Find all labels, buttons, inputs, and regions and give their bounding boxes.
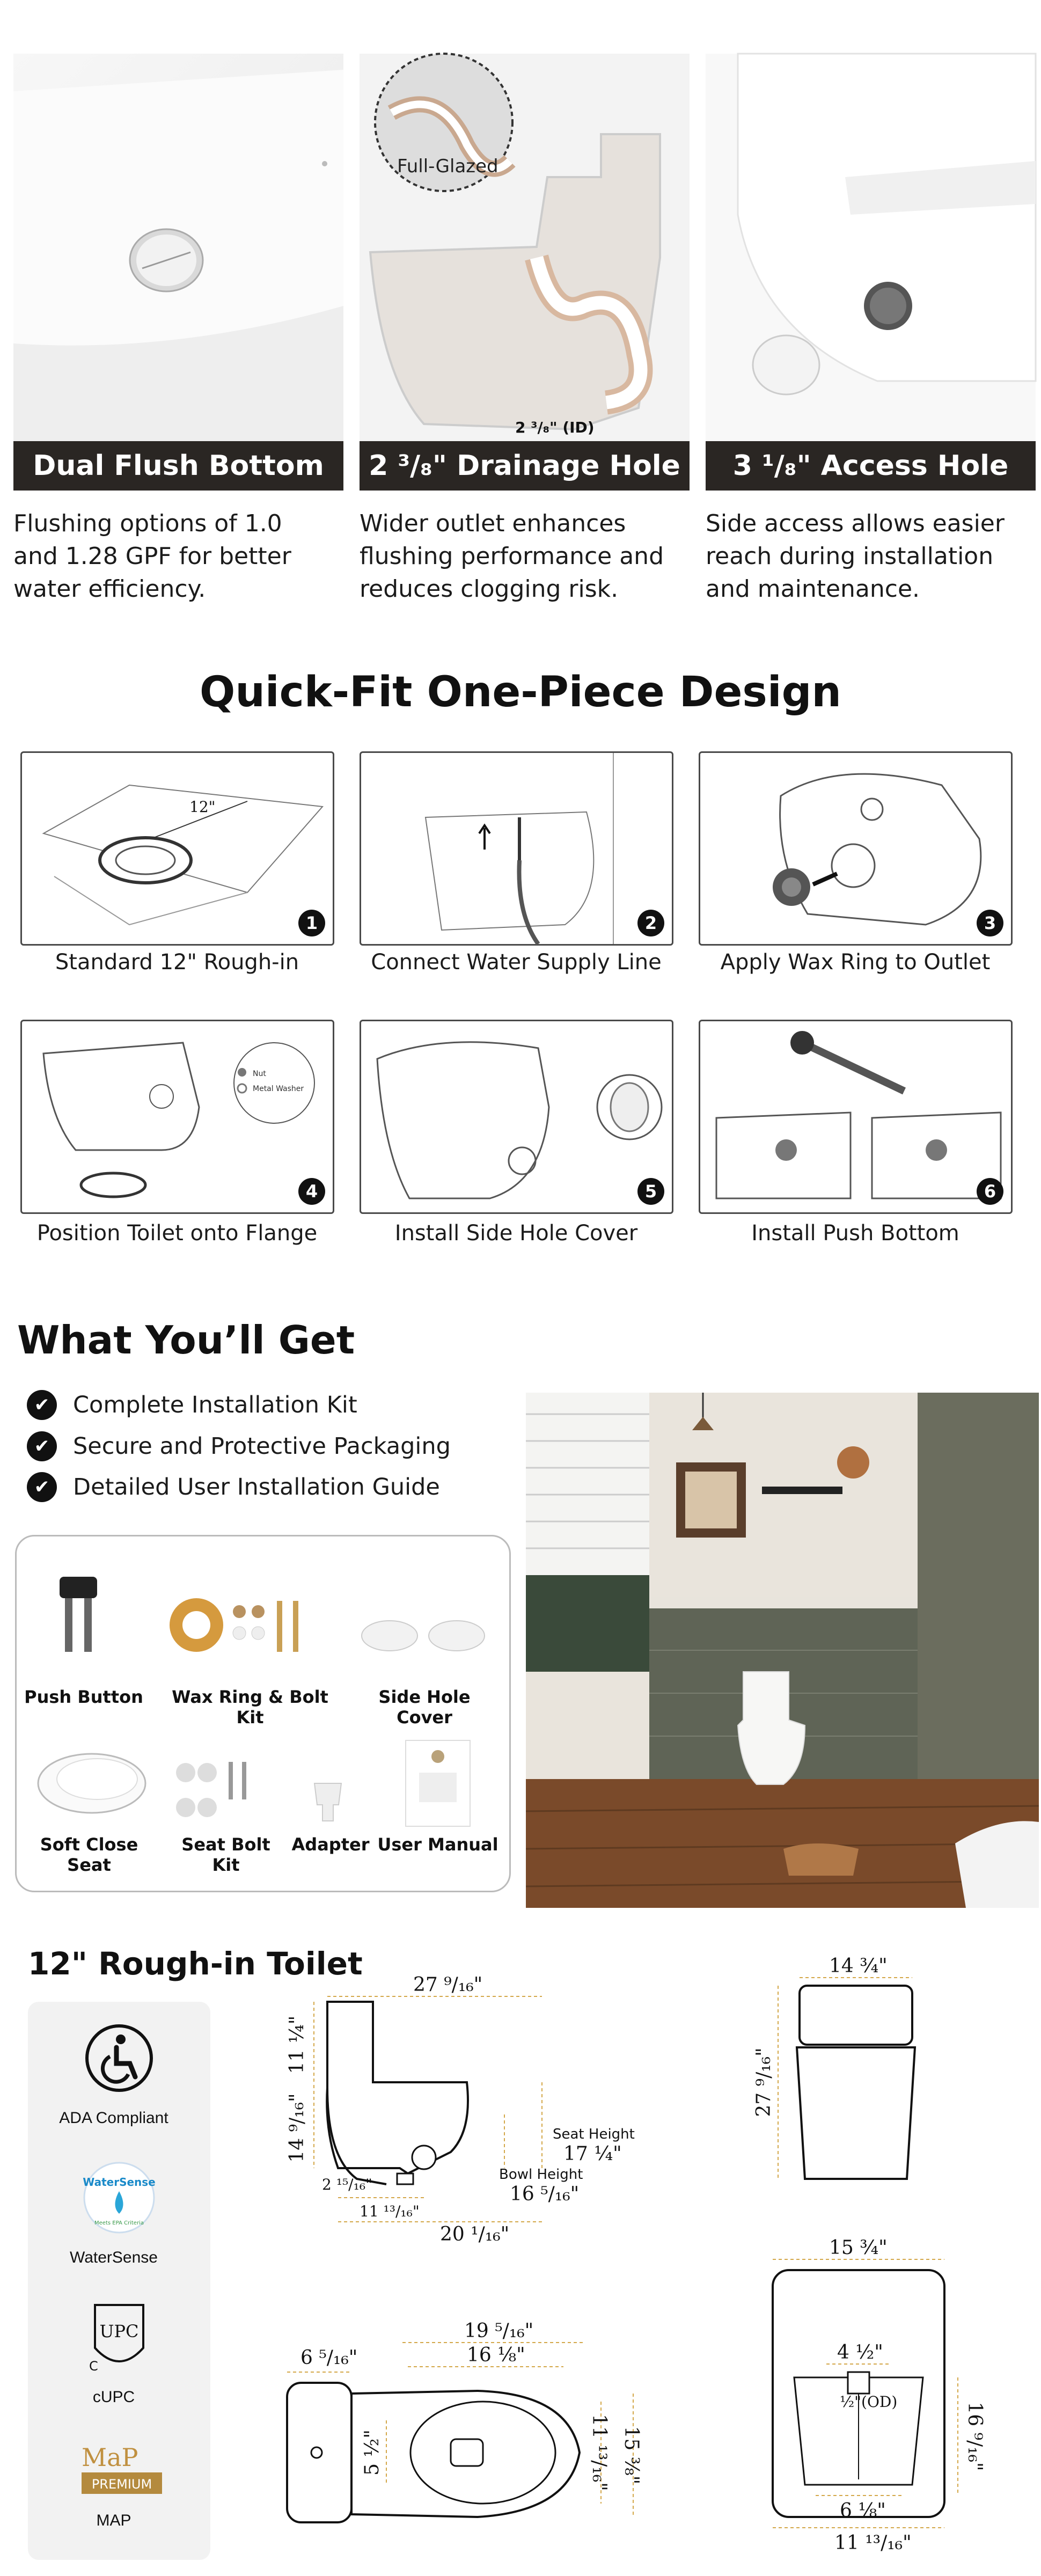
checklist-label: Detailed User Installation Guide xyxy=(73,1474,440,1501)
drainage-cutaway-photo xyxy=(360,54,690,443)
dim-bowl-height: 16 ⁵/₁₆" xyxy=(510,2183,580,2205)
feature-desc-drainage-hole xyxy=(360,507,676,605)
full-glazed-callout: Full-Glazed xyxy=(397,156,498,177)
wheelchair-icon xyxy=(84,2023,154,2093)
dim-rough: 11 ¹³/₁₆" xyxy=(360,2202,420,2220)
side-cover-diagram xyxy=(361,1021,672,1212)
feature-title-access-hole: 3 ¹/₈" Access Hole xyxy=(706,441,1036,491)
checklist-label: Complete Installation Kit xyxy=(73,1392,357,1418)
install-step-2 xyxy=(360,751,673,946)
drainage-id-label: 2 ³/₈" (ID) xyxy=(515,419,595,436)
desc-line: Flushing options of 1.0 xyxy=(13,510,282,537)
dual-flush-photo xyxy=(13,54,343,443)
dim-seat-height: 17 ¼" xyxy=(563,2143,622,2165)
toilet-cutaway-illustration xyxy=(360,54,690,443)
kit-label: Wax Ring & Bolt Kit xyxy=(172,1687,328,1728)
dim-length: 27 ⁹/₁₆" xyxy=(413,1974,483,1996)
step-label-1: Standard 12" Rough-in xyxy=(55,950,299,975)
dim-top-hole: 5 ½" xyxy=(361,2429,383,2476)
dim-top-width: 15 ⅜" xyxy=(620,2426,642,2485)
dim-bottom-top: 15 ¾" xyxy=(829,2237,888,2259)
cert-label-ada: ADA Compliant xyxy=(59,2109,168,2127)
side-view-diagram xyxy=(252,1953,671,2286)
step-number: 4 xyxy=(298,1178,325,1205)
kit-label: Soft Close Seat xyxy=(40,1834,138,1875)
adapter-icon xyxy=(309,1778,347,1826)
dim-flange: 2 ¹⁵/₁₆" xyxy=(322,2176,372,2193)
bathroom-scene xyxy=(526,1393,1039,1908)
step-label-3: Apply Wax Ring to Outlet xyxy=(720,950,991,975)
side-hole-cover-icon xyxy=(360,1617,489,1655)
checklist-item xyxy=(27,1431,451,1461)
dim-base: 20 ¹/₁₆" xyxy=(440,2223,510,2245)
upc-text: UPC xyxy=(99,2321,139,2341)
watersense-badge-text: WaterSense xyxy=(83,2176,156,2189)
install-step-5 xyxy=(360,1020,673,1214)
rough-in-diagram xyxy=(22,753,333,944)
push-button-diagram xyxy=(700,1021,1011,1212)
seat-height-label: Seat Height xyxy=(553,2126,635,2142)
step-number: 3 xyxy=(977,910,1003,936)
install-step-3 xyxy=(699,751,1013,946)
push-button-icon xyxy=(49,1574,108,1655)
step-label-6: Install Push Bottom xyxy=(751,1221,959,1246)
dim-bottom-inlet: 4 ½" xyxy=(837,2341,883,2363)
cert-label-map: MAP xyxy=(96,2512,131,2529)
map-premium-text: PREMIUM xyxy=(91,2477,152,2492)
upc-c-text: C xyxy=(89,2359,98,2374)
cert-panel xyxy=(28,2002,210,2560)
feature-desc-dual-flush xyxy=(13,507,330,605)
install-step-6 xyxy=(699,1020,1013,1214)
desc-line: Side access allows easier xyxy=(706,510,1005,537)
dim-bottom-base: 11 ¹³/₁₆" xyxy=(834,2532,912,2554)
bowl-height-label: Bowl Height xyxy=(499,2167,583,2183)
included-section-title: What You’ll Get xyxy=(17,1318,355,1363)
tank-lid-illustration xyxy=(13,54,343,443)
user-manual-icon xyxy=(403,1738,473,1829)
dim-tank: 11 ¼" xyxy=(286,2015,308,2074)
check-icon: ✔ xyxy=(27,1431,57,1461)
feature-title-drainage-hole: 2 ³/₈" Drainage Hole xyxy=(360,441,690,491)
map-logo-text: MaP xyxy=(82,2443,138,2472)
checklist-item xyxy=(27,1472,440,1502)
step-label-4: Position Toilet onto Flange xyxy=(36,1221,318,1246)
access-hole-photo xyxy=(706,54,1036,443)
step-label-2: Connect Water Supply Line xyxy=(371,950,662,975)
kit-label: Adapter xyxy=(291,1834,370,1855)
dim-top-bowl-len: 19 ⁵/₁₆" xyxy=(464,2320,534,2342)
seat-bolt-icon xyxy=(172,1759,263,1829)
dim-bottom-outlet: 6 ⅛" xyxy=(840,2500,886,2522)
rough-in-note: 12" xyxy=(189,798,216,816)
dim-bottom-od: ½"(OD) xyxy=(840,2393,898,2411)
position-toilet-diagram xyxy=(22,1021,333,1212)
kit-label: Push Button xyxy=(24,1687,143,1707)
watersense-sub-text: Meets EPA Criteria xyxy=(94,2220,144,2226)
check-icon: ✔ xyxy=(27,1390,57,1420)
install-step-1 xyxy=(20,751,334,946)
wax-ring-icon xyxy=(167,1596,317,1655)
step-number: 2 xyxy=(637,910,664,936)
toilet-side-illustration xyxy=(706,54,1036,443)
desc-line: and 1.28 GPF for better xyxy=(13,543,291,570)
dim-top-bowl-width: 11 ¹³/₁₆" xyxy=(588,2414,610,2491)
water-supply-diagram xyxy=(361,753,672,944)
kit-label: User Manual xyxy=(377,1834,498,1855)
step-number: 6 xyxy=(977,1178,1003,1205)
checklist-label: Secure and Protective Packaging xyxy=(73,1433,451,1460)
dim-top-tank: 6 ⁵/₁₆" xyxy=(300,2347,358,2369)
bottom-view-diagram xyxy=(751,2227,986,2571)
feature-title-dual-flush: Dual Flush Bottom xyxy=(13,441,343,491)
install-section-title: Quick-Fit One-Piece Design xyxy=(200,668,841,716)
check-icon: ✔ xyxy=(27,1472,57,1502)
nut-label: Nut xyxy=(253,1070,266,1078)
checklist-item xyxy=(27,1390,357,1420)
desc-line: water efficiency. xyxy=(13,575,206,603)
toilet-seat-icon xyxy=(33,1740,151,1816)
top-view-diagram xyxy=(263,2318,671,2565)
specs-section-title: 12" Rough-in Toilet xyxy=(28,1945,363,1982)
desc-line: reach during installation xyxy=(706,543,994,570)
step-number: 5 xyxy=(637,1178,664,1205)
kit-label: Seat Bolt Kit xyxy=(181,1834,270,1875)
bathroom-photo xyxy=(526,1393,1039,1908)
watersense-icon xyxy=(82,2160,157,2235)
dim-body: 14 ⁹/₁₆" xyxy=(286,2093,308,2163)
desc-line: Wider outlet enhances xyxy=(360,510,626,537)
desc-line: reduces clogging risk. xyxy=(360,575,619,603)
dim-bottom-depth: 16 ⁹/₁₆" xyxy=(964,2402,986,2471)
step-label-5: Install Side Hole Cover xyxy=(394,1221,638,1246)
dim-front-height: 27 ⁹/₁₆" xyxy=(753,2047,775,2117)
desc-line: flushing performance and xyxy=(360,543,664,570)
kit-label: Side Hole Cover xyxy=(378,1687,471,1728)
step-number: 1 xyxy=(298,910,325,936)
kit-panel xyxy=(15,1535,511,1892)
front-view-diagram xyxy=(751,1953,977,2222)
cupc-icon xyxy=(87,2300,151,2375)
desc-line: and maintenance. xyxy=(706,575,920,603)
cert-label-cupc: cUPC xyxy=(92,2388,135,2406)
dim-front-width: 14 ¾" xyxy=(829,1955,888,1977)
dim-top-seat-len: 16 ⅛" xyxy=(467,2344,525,2366)
feature-desc-access-hole xyxy=(706,507,1022,605)
wax-ring-diagram xyxy=(700,753,1011,944)
map-icon xyxy=(79,2439,165,2498)
washer-label: Metal Washer xyxy=(253,1085,304,1093)
install-step-4 xyxy=(20,1020,334,1214)
cert-label-watersense: WaterSense xyxy=(70,2249,158,2266)
